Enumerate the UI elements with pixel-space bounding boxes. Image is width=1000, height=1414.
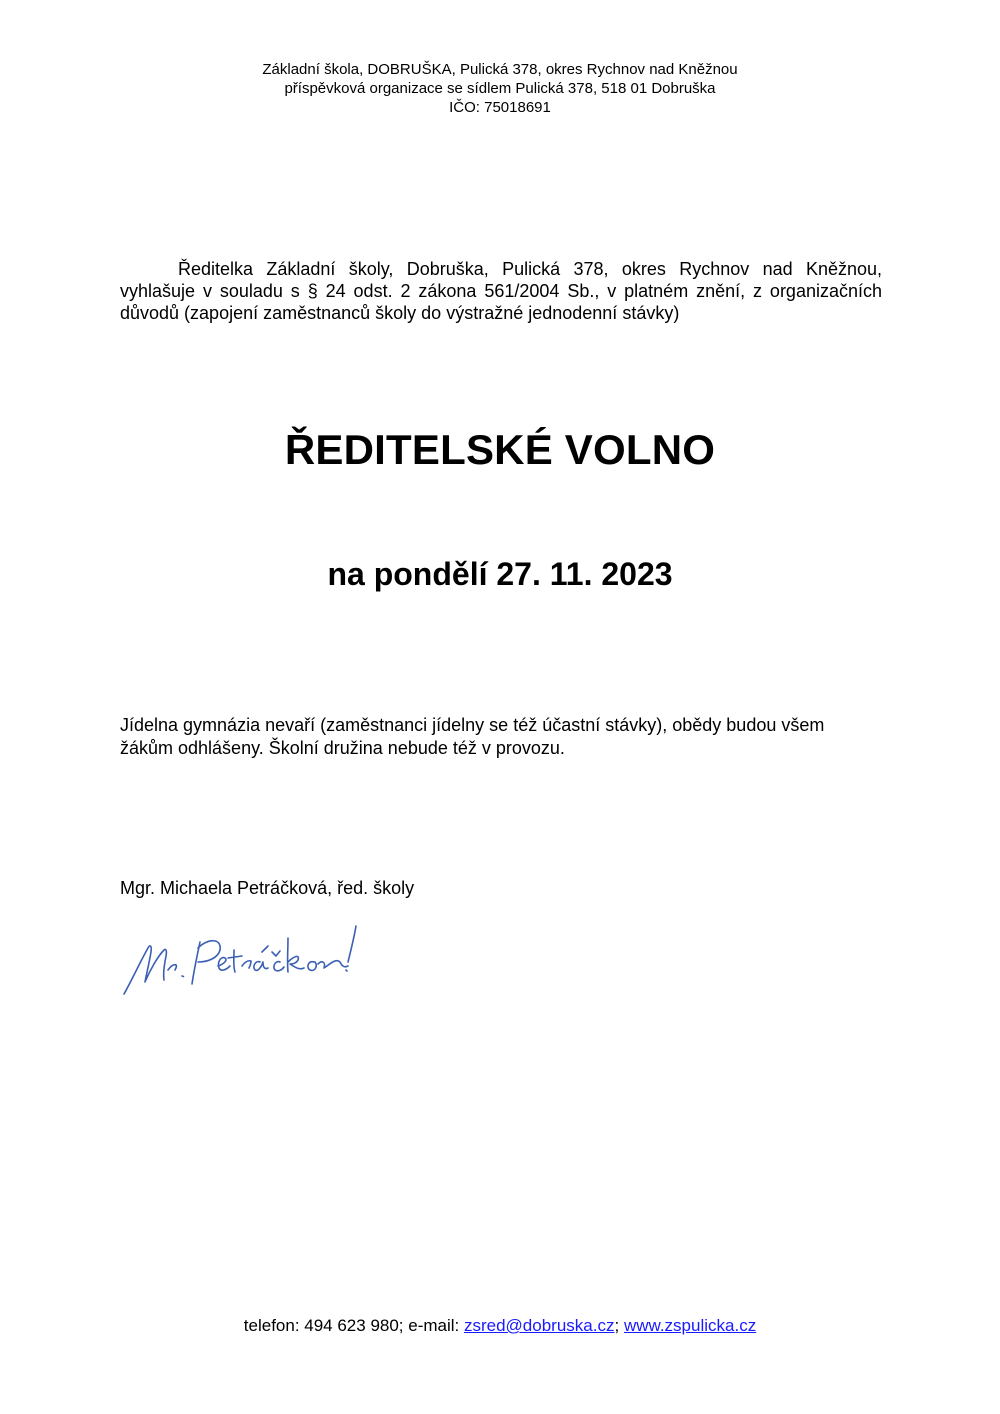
footer-phone: telefon: 494 623 980; e-mail: <box>243 1316 464 1335</box>
letterhead-ico: IČO: 75018691 <box>449 99 551 116</box>
footer-email-link[interactable]: zsred@dobruska.cz <box>463 1316 615 1335</box>
letterhead <box>0 60 1000 117</box>
signature-image <box>118 918 368 1000</box>
footer-website-link[interactable]: www.zspulicka.cz <box>623 1316 757 1335</box>
footer-separator: ; <box>614 1316 624 1335</box>
document-title: ŘEDITELSKÉ VOLNO <box>284 426 716 473</box>
signer-name: Mgr. Michaela Petráčková, řed. školy <box>120 878 415 898</box>
letterhead-school-name: Základní škola, DOBRUŠKA, Pulická 378, okres Rychnov nad Kněžnou <box>262 61 738 78</box>
footer-contact <box>0 1315 1000 1337</box>
date-line: na pondělí 27. 11. 2023 <box>327 556 673 592</box>
notice-line-1: Jídelna gymnázia nevaří (zaměstnanci jídelny se též účastní stávky), obědy budou všem <box>120 715 825 735</box>
notice-line-2: žákům odhlášeny. Školní družina nebude též v provozu. <box>120 738 565 758</box>
intro-paragraph: Ředitelka Základní školy, Dobruška, Pulická 378, okres Rychnov nad Kněžnou, vyhlašuje v souladu s § 24 odst. 2 zákona 561/2004 Sb., v platném znění, z organizačních důvodů (zapojení zaměstnanců školy do výstražné jednodenní stávky) <box>120 259 882 323</box>
notice-paragraph <box>120 714 900 760</box>
letterhead-organization: příspěvková organizace se sídlem Pulická 378, 518 01 Dobruška <box>284 80 716 97</box>
